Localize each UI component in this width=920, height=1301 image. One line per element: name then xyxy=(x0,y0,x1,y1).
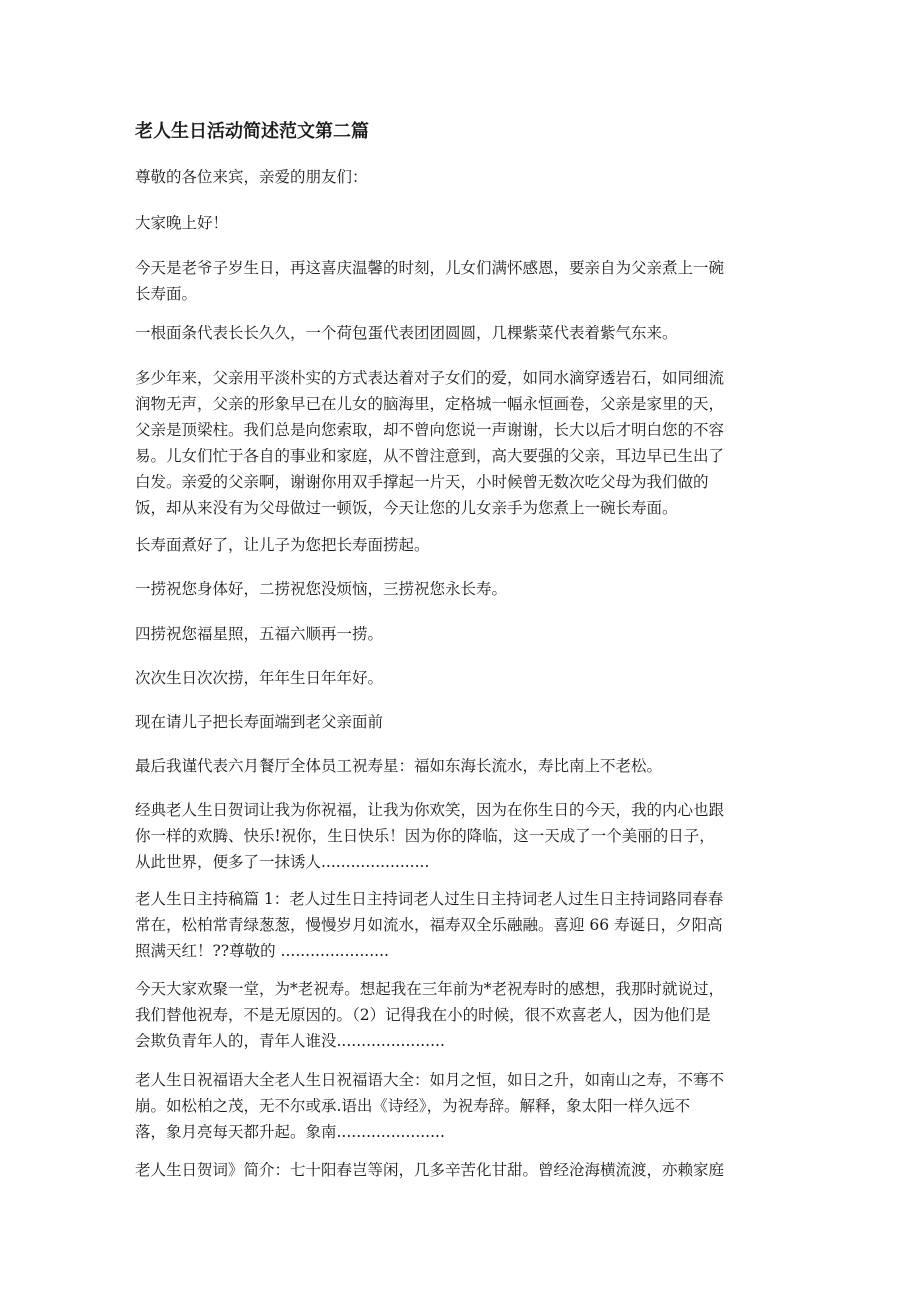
paragraph-blessing-1: 一捞祝您身体好，二捞祝您没烦恼，三捞祝您永长寿。 xyxy=(135,580,508,598)
paragraph-blessing-collection: 老人生日祝福语大全老人生日祝福语大全：如月之恒，如日之升，如南山之寿，不骞不 崩。如松柏之茂，无不尔或承.语出《诗经》，为祝寿辞。解释，象太阳一样久远不 落，象月亮每天都升起。象南...................... xyxy=(135,1071,725,1141)
paragraph-father-tribute: 多少年来，父亲用平淡朴实的方式表达着对子女们的爱，如同水滴穿透岩石，如同细流 润物无声，父亲的形象早已在儿女的脑海里，定格城一幅永恒画卷，父亲是家里的天， 父亲是顶梁柱。我们总是向您索取，却不曾向您说一声谢谢，长大以后才明白您的不容 易。儿女们忙于各自的事业和家庭，从不曾注意到，高大要强的父亲，耳边早已生出了 白发。亲爱的父亲啊，谢谢你用双手撑起一片天，小时候曾无数次吃父母为我们做的 饭，却从来没有为父母做过一顿饭，今天让您的儿女亲手为您煮上一碗长寿面。 xyxy=(135,369,725,517)
paragraph-restaurant-wishes: 最后我谨代表六月餐厅全体员工祝寿星：福如东海长流水，寿比南上不老松。 xyxy=(135,757,663,775)
paragraph-noodle-meaning: 一根面条代表长长久久，一个荷包蛋代表团团圆圆，几棵紫菜代表着紫气东来。 xyxy=(135,324,678,342)
document-title: 老人生日活动简述范文第二篇 xyxy=(135,121,369,142)
paragraph-blessing-2: 四捞祝您福星照，五福六顺再一捞。 xyxy=(135,625,384,643)
paragraph-blessing-3: 次次生日次次捞，年年生日年年好。 xyxy=(135,669,384,687)
paragraph-greeting: 尊敬的各位来宾，亲爱的朋友们： xyxy=(135,168,368,186)
paragraph-classic-wishes: 经典老人生日贺词让我为你祝福，让我为你欢笑，因为在你生日的今天，我的内心也跟 你一样的欢腾、快乐!祝你，生日快乐！因为你的降临，这一天成了一个美丽的日子， 从此世界，便多了一抹诱人...................... xyxy=(135,801,725,871)
paragraph-good-evening: 大家晚上好！ xyxy=(135,214,229,232)
paragraph-host-script: 老人生日主持稿篇 1：老人过生日主持词老人过生日主持词老人过生日主持词路同春春 常在，松柏常青绿葱葱，慢慢岁月如流水，福寿双全乐融融。喜迎 66 寿诞日，夕阳高 照满天红！??尊敬的 ...................... xyxy=(135,890,724,960)
paragraph-noodles-ready: 长寿面煮好了，让儿子为您把长寿面捞起。 xyxy=(135,536,430,554)
paragraph-gathering: 今天大家欢聚一堂，为*老祝寿。想起我在三年前为*老祝寿时的感想，我那时就说过， 我们替他祝寿，不是无原因的。（2）记得我在小的时候，很不欢喜老人，因为他们是 会欺负青年人的，青年人谁没...................... xyxy=(135,980,725,1050)
paragraph-serve-noodles: 现在请儿子把长寿面端到老父亲面前 xyxy=(135,713,384,731)
paragraph-greeting-intro: 老人生日贺词》简介：七十阳春岂等闲，几多辛苦化甘甜。曾经沧海横流渡，亦赖家庭 xyxy=(135,1161,725,1179)
paragraph-birthday-intro: 今天是老爷子岁生日，再这喜庆温馨的时刻，儿女们满怀感恩，要亲自为父亲煮上一碗 长寿面。 xyxy=(135,259,725,303)
